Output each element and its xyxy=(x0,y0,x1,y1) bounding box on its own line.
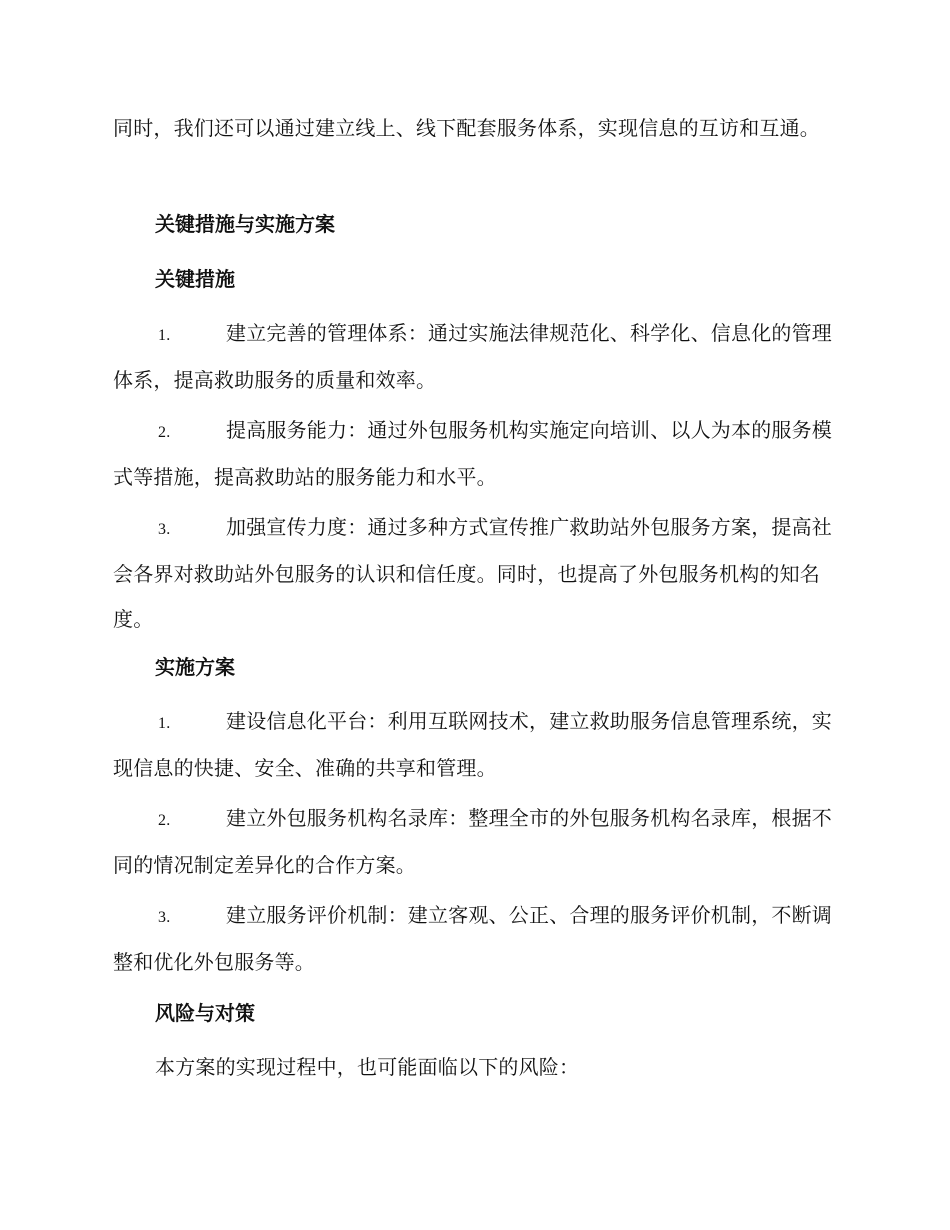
risk-heading: 风险与对策 xyxy=(155,1001,255,1025)
measure-item-3 xyxy=(113,505,835,642)
list-number: 2. xyxy=(158,424,171,441)
risk-paragraph: 本方案的实现过程中，也可能面临以下的风险： xyxy=(155,1055,580,1079)
list-item-text: 建立外包服务机构名录库：整理全市的外包服务机构名录库，根据不同的情况制定差异化的合作方案。 xyxy=(113,806,832,877)
list-number: 1. xyxy=(158,715,171,732)
plan-item-1 xyxy=(113,699,835,791)
intro-paragraph: 同时，我们还可以通过建立线上、线下配套服务体系，实现信息的互访和互通。 xyxy=(113,116,820,140)
list-item-text: 建立完善的管理体系：通过实施法律规范化、科学化、信息化的管理体系，提高救助服务的质量和效率。 xyxy=(113,321,832,392)
measures-heading: 关键措施 xyxy=(155,267,235,291)
plan-heading: 实施方案 xyxy=(155,655,235,679)
list-number: 2. xyxy=(158,812,171,829)
list-number: 3. xyxy=(158,521,171,538)
section-heading: 关键措施与实施方案 xyxy=(155,212,335,236)
measure-item-2 xyxy=(113,408,835,500)
list-item-text: 提高服务能力：通过外包服务机构实施定向培训、以人为本的服务模式等措施，提高救助站的服务能力和水平。 xyxy=(113,418,832,489)
list-item-text: 建设信息化平台：利用互联网技术，建立救助服务信息管理系统，实现信息的快捷、安全、准确的共享和管理。 xyxy=(113,709,832,780)
list-number: 1. xyxy=(158,327,171,344)
plan-item-3 xyxy=(113,893,835,985)
list-item-text: 建立服务评价机制：建立客观、公正、合理的服务评价机制，不断调整和优化外包服务等。 xyxy=(113,903,832,974)
list-number: 3. xyxy=(158,909,171,926)
list-item-text: 加强宣传力度：通过多种方式宣传推广救助站外包服务方案，提高社会各界对救助站外包服务的认识和信任度。同时，也提高了外包服务机构的知名度。 xyxy=(113,515,832,631)
measure-item-1 xyxy=(113,311,835,403)
plan-item-2 xyxy=(113,796,835,888)
